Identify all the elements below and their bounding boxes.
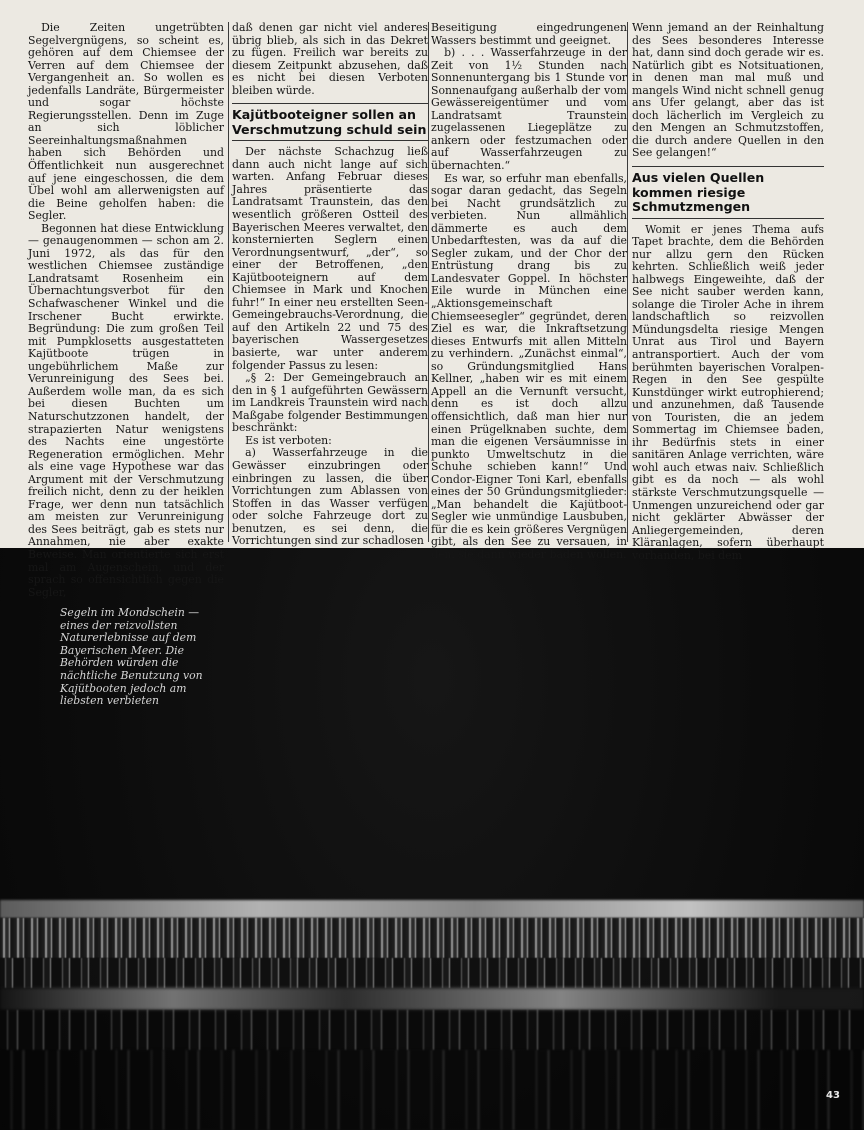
subheading: Kajütbooteigner sollen an Verschmutzung schuld sein [232, 103, 428, 141]
column-divider [428, 22, 429, 542]
paragraph: Es ist verboten: [245, 433, 332, 447]
paragraph: daß denen gar nicht viel anderes übrig blieb, als sich in das Dekret zu fügen. Freilich war bereits zu diesem Zeitpunkt abzusehen, daß es nicht bei diesen Verboten bleiben würde. [232, 21, 428, 97]
photo-caption: Segeln im Mondschein — eines der reizvollsten Naturerlebnisse auf dem Bayerischen Meer. Die Behörden würden die nächtliche Benutzung von Kajütbooten jedoch am liebsten verbieten [60, 606, 203, 708]
column-divider [627, 22, 628, 542]
column-divider [228, 22, 229, 542]
paragraph: Beseitigung eingedrungenen Wassers bestimmt und geeignet. [431, 21, 627, 47]
paragraph: Wenn jemand an der Reinhaltung des Sees besonderes Interesse hat, dann sind doch gerade wir es. Natürlich gibt es Notsituationen, in denen man mal muß und mangels Wind nicht schnell genug ans Ufer gelangt, aber das ist doch lächerlich im Vergleich zu den Mengen an Schmutzstoffen, die durch andere Quellen in den See gelangen!“ [632, 21, 824, 160]
paragraph: „§ 2: Der Gemeingebrauch an den in § 1 aufgeführten Gewässern im Landkreis Traunstein wird nach Maßgabe folgender Bestimmungen beschränkt: [232, 371, 428, 435]
paragraph: Womit er jenes Thema aufs Tapet brachte, dem die Behörden nur allzu gern den Rücken kehrten. Schließlich weiß jeder halbwegs Eingeweihte, daß der See nicht sauber werden kann, solange die Tiroler Ache in ihrem landschaftlich so reizvollen Mündungsdelta riesige Mengen Unrat aus Tirol und Bayern antransportiert. Auch der vom berühmten bayerischen Voralpen-Regen in den See gespülte Kunstdünger wirkt eutrophierend; und anzunehmen, daß Tausende von Touristen, die an jedem Sommertag im Chiemsee baden, ihr Bedürfnis stets in einer sanitären Anlage verrichten, wäre wohl auch etwas naiv. Schließlich gibt es da noch — als wohl stärkste Verschmutzungsquelle — Unmengen unzureichend oder gar nicht geklärter Abwässer der Anliegergemeinden, deren Kläranlagen, sofern überhaupt vorhanden, bei dem [632, 222, 824, 562]
paragraph: a) Wasserfahrzeuge in die Gewässer einzubringen oder einbringen zu lassen, die über Vorrichtungen zum Ablassen von Stoffen in das Wasser verfügen oder solche Fahrzeuge dort zu benutzen, es sei denn, die Vorrichtungen sind zur schadlosen [232, 446, 428, 548]
article-column-2 [232, 22, 428, 546]
paragraph: Begonnen hat diese Entwicklung — genaugenommen — schon am 2. Juni 1972, als das für den westlichen Chiemsee zuständige Landratsamt Rosenheim ein Übernachtungsverbot für den Schafwaschener Winkel und die Irschener Bucht erwirkte. Begründung: Die zum großen Teil mit Pumpklosetts ausgestatteten Kajütboote trügen in ungebührlichem Maße zur Verunreinigung des Sees bei. Außerdem wolle man, da es sich bei diesen Buchten um Naturschutzzonen handelt, der strapazierten Natur wenigstens des Nachts eine ungestörte Regeneration ermöglichen. Mehr als eine vage Hypothese war das Argument mit der Verschmutzung freilich nicht, denn zu der heiklen Frage, wer denn nun tatsächlich am meisten zur Verunreinigung des Sees beiträgt, gab es stets nur Annahmen, nie aber exakte Beweise. Man orientierte sich erst mal am Augenschein, und der sprach so offensichtlich gegen die Segler, [28, 221, 224, 599]
moonlit-water-photo [0, 890, 864, 1130]
paragraph: Der nächste Schachzug ließ dann auch nicht lange auf sich warten. Anfang Februar dieses Jahres präsentierte das Landratsamt Traunstein, das den wesentlich größeren Ostteil des Bayerischen Meeres verwaltet, den konsternierten Seglern einen Verordnungsentwurf, „der“, so einer der Betroffenen, „den Kajütbooteignern auf dem Chiemsee in Mark und Knochen fuhr!“ In einer neu erstellten Seen-Gemeingebrauchs-Verordnung, die auf den Artikeln 22 und 75 des bayerischen Wassergesetzes basierte, war unter anderem folgender Passus zu lesen: [232, 145, 428, 372]
paragraph: Es war, so erfuhr man ebenfalls, sogar daran gedacht, das Segeln bei Nacht grundsätzlich zu verbieten. Nun allmählich dämmerte es auch dem Unbedarftesten, was da auf die Segler zukam, und der Chor der Entrüstung drang bis zu Landesvater Goppel. In höchster Eile wurde in München eine „Aktionsgemeinschaft Chiemseesegler“ gegründet, deren Ziel es war, die Inkraftsetzung dieses Entwurfs mit allen Mitteln zu verhindern. „Zunächst einmal“, so Gründungsmitglied Hans Kellner, „haben wir es mit einem Appell an die Vernunft versucht, denn es ist doch allzu offensichtlich, daß man hier nur einen Prügelknaben suchte, dem man die eigenen Versäumnisse in punkto Umweltschutz in die Schuhe schieben kann!“ Und Condor-Eigner Toni Karl, ebenfalls eines der 50 Gründungsmitglieder: „Man behandelt die Kajütboot-Segler wie unmündige Lausbuben, für die es kein größeres Vergnügen gibt, als den See zu versauen, in dem sie dann wieder baden wollen. [431, 171, 627, 561]
paragraph: Die Zeiten ungetrübten Segelvergnügens, so scheint es, gehören auf dem Chiemsee der Verren auf dem Chiemsee der Vergangenheit an. So wollen es jedenfalls Landräte, Bürgermeister und sogar höchste Regierungsstellen. Denn im Zuge an sich löblicher Seereinhaltungsmaßnahmen haben sich Behörden und Öffentlichkeit nun ausgerechnet auf jene eingeschossen, die dem Übel wohl am allerwenigsten auf die Beine geholfen haben: die Segler. [28, 21, 224, 223]
subheading: Aus vielen Quellen kommen riesige Schmutzmengen [632, 166, 824, 219]
page-number: 43 [826, 1090, 840, 1101]
article-column-1 [28, 21, 224, 599]
article-column-3 [431, 21, 627, 561]
paragraph: b) . . . Wasserfahrzeuge in der Zeit von 1½ Stunden nach Sonnenuntergang bis 1 Stunde vor Sonnenaufgang außerhalb der vom Gewässereigentümer und vom Landratsamt Traunstein zugelassenen Liegeplätze zu ankern oder festzumachen oder auf Wasserfahrzeugen zu übernachten.“ [431, 46, 627, 173]
article-column-4 [632, 21, 824, 562]
